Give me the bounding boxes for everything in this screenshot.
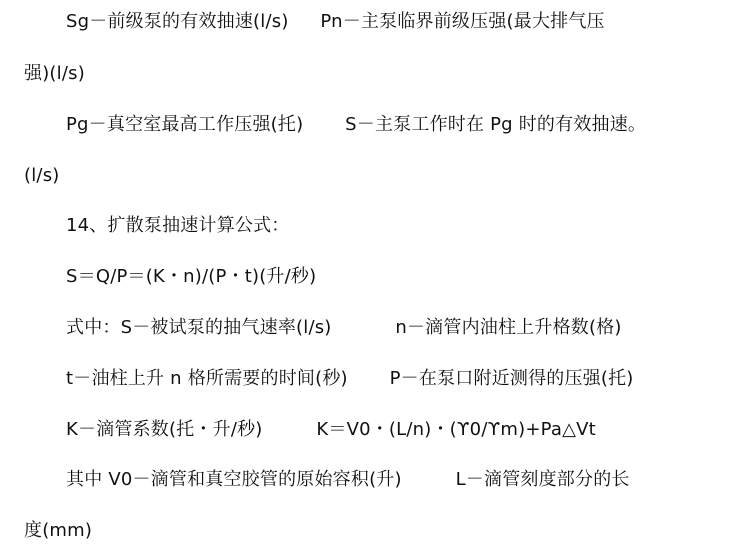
variable-t: t－油柱上升 n 格所需要的时间(秒) [66, 368, 348, 389]
variable-s: 式中：S－被试泵的抽气速率(l/s) [66, 317, 332, 338]
definition-s: S－主泵工作时在 Pg 时的有效抽速。 [345, 114, 647, 135]
definition-s-continuation [24, 164, 60, 188]
definition-pn: Pn－主泵临界前级压强(最大排气压 [320, 11, 605, 32]
variable-line-t-p [66, 367, 634, 391]
variable-line-s-n [66, 316, 622, 340]
definition-s-unit: (l/s) [24, 165, 60, 186]
definition-pn-continuation [24, 62, 85, 86]
variable-l-continuation [24, 519, 92, 543]
variable-v0: 其中 V0－滴管和真空胶管的原始容积(升) [66, 469, 402, 490]
definition-sg: Sg－前级泵的有效抽速(l/s) [66, 11, 289, 32]
definition-line-sg-pn [66, 10, 605, 34]
formula-line [66, 265, 316, 289]
section-title: 14、扩散泵抽速计算公式： [66, 215, 290, 236]
definition-pg: Pg－真空室最高工作压强(托) [66, 114, 304, 135]
variable-n: n－滴管内油柱上升格数(格) [395, 317, 622, 338]
variable-l-unit: 度(mm) [24, 520, 93, 541]
variable-p: P－在泵口附近测得的压强(托) [389, 368, 634, 389]
pump-speed-formula: S＝Q/P＝(K・n)/(P・t)(升/秒) [66, 266, 317, 287]
definition-line-pg-s [66, 113, 646, 137]
section-heading [66, 214, 290, 238]
variable-k: K－滴管系数(托・升/秒) [66, 419, 263, 440]
variable-line-v0-l [66, 468, 630, 492]
k-formula: K＝V0・(L/n)・(ϒ0/ϒm)+Pa△Vt [316, 419, 596, 440]
variable-l: L－滴管刻度部分的长 [455, 469, 630, 490]
definition-pn-unit: 强)(l/s) [24, 63, 85, 84]
variable-line-k [66, 418, 596, 442]
